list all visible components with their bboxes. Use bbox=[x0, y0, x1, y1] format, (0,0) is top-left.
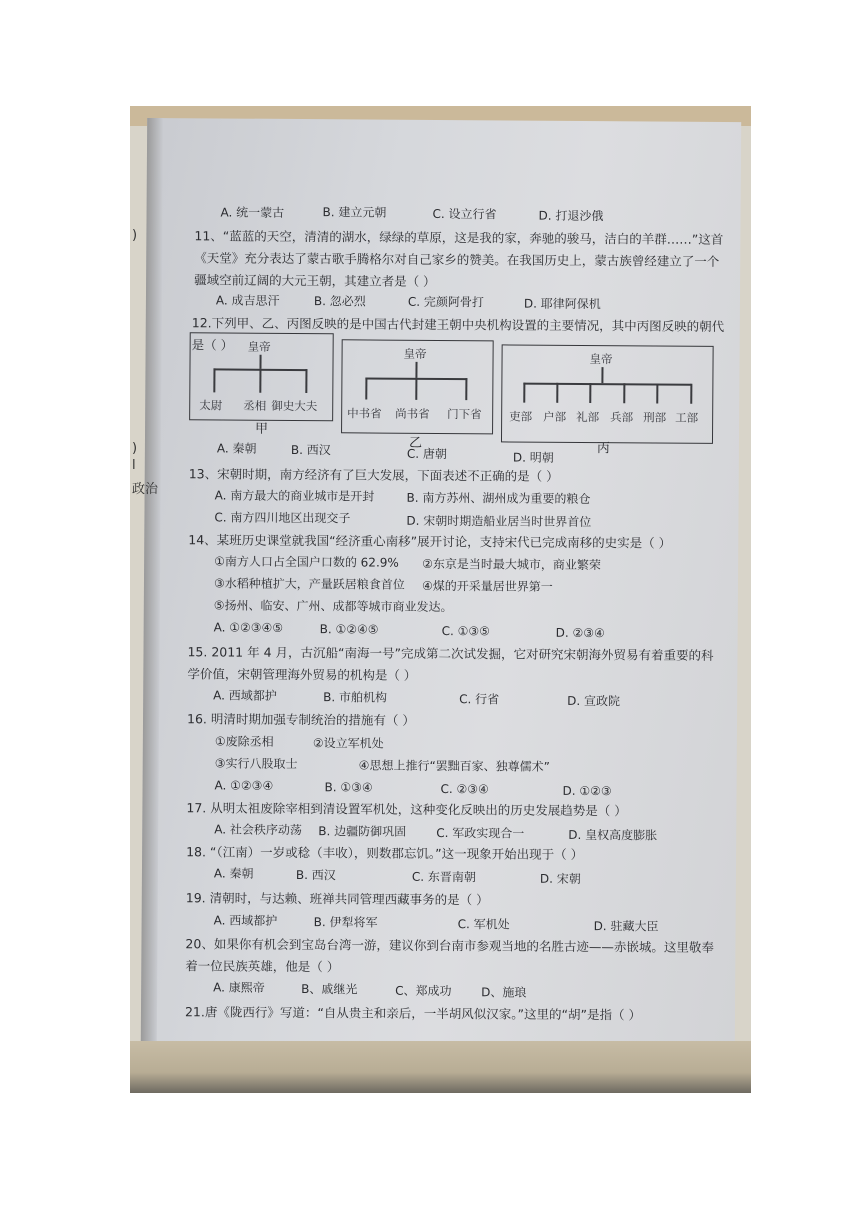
q19-option-c: C. 军机处 bbox=[457, 917, 510, 932]
q18-option-b: B. 西汉 bbox=[295, 867, 336, 883]
q20-line-2: 着一位民族英雄，他是（ ） bbox=[185, 958, 340, 975]
q19-line-1: 19. 清朝时，与达赖、班禅共同管理西藏事务的是（ ） bbox=[185, 890, 489, 908]
q12-line-2: 是（ ） bbox=[191, 337, 234, 353]
diagram-jia-emperor: 皇帝 bbox=[247, 339, 271, 354]
q16-option-b: B. ①③④ bbox=[324, 780, 373, 795]
margin-mark-1: ) bbox=[132, 228, 138, 243]
diagram-jia-stem bbox=[259, 355, 261, 369]
q16-item-4: ④思想上推行“罢黜百家、独尊儒术” bbox=[358, 758, 550, 774]
diagram-bing-caption: 丙 bbox=[596, 441, 610, 457]
q17-option-a: A. 社会秩序动荡 bbox=[214, 822, 302, 838]
diagram-bing-drop-4 bbox=[623, 383, 625, 403]
q16-item-3: ③实行八股取士 bbox=[214, 756, 298, 772]
exam-paper bbox=[141, 118, 741, 1045]
diagram-jia-taiwei: 太尉 bbox=[199, 398, 223, 413]
q14-item-2: ②东京是当时最大城市，商业繁荣 bbox=[422, 556, 601, 573]
diagram-jia-caption: 甲 bbox=[255, 421, 269, 437]
q17-line-1: 17. 从明太祖废除宰相到清设置军机处，这种变化反映出的历史发展趋势是（ ） bbox=[186, 800, 627, 819]
diagram-yi-emperor: 皇帝 bbox=[403, 346, 427, 361]
q19-option-b: B. 伊犁将军 bbox=[313, 915, 378, 930]
q11-option-b: B. 忽必烈 bbox=[313, 294, 366, 309]
q11-line-3: 疆域空前辽阔的大元王朝，其建立者是（ ） bbox=[194, 272, 436, 289]
q12-option-a: A. 秦朝 bbox=[216, 441, 257, 456]
photo bbox=[130, 106, 751, 1093]
q10-option-c: C. 设立行省 bbox=[432, 206, 497, 222]
diagram-jia-drop-1 bbox=[213, 368, 215, 392]
q13-option-a: A. 南方最大的商业城市是开封 bbox=[214, 488, 375, 504]
q16-item-1: ①废除丞相 bbox=[214, 734, 274, 749]
q20-option-a: A. 康熙帝 bbox=[213, 980, 265, 995]
q14-item-4: ④煤的开采量居世界第一 bbox=[421, 578, 553, 594]
q13-option-c: C. 南方四川地区出现交子 bbox=[214, 510, 351, 526]
q18-option-d: D. 宋朝 bbox=[539, 871, 581, 886]
diagram-yi-menxiasheng: 门下省 bbox=[447, 407, 482, 422]
diagram-yi-shangshusheng: 尚书省 bbox=[395, 406, 430, 421]
paper-shadow bbox=[140, 118, 163, 1093]
q15-option-c: C. 行省 bbox=[459, 692, 500, 707]
q20-option-d: D、施琅 bbox=[481, 985, 527, 1000]
q18-option-a: A. 秦朝 bbox=[213, 866, 254, 881]
diagram-yi-zhongshusheng: 中书省 bbox=[347, 406, 382, 421]
q17-option-b: B. 边疆防御巩固 bbox=[318, 824, 407, 839]
diagram-bing-drop-5 bbox=[656, 383, 658, 403]
diagram-yi-drop-2 bbox=[415, 378, 417, 400]
q19-option-d: D. 驻藏大臣 bbox=[593, 919, 659, 934]
q16-option-d: D. ①②③ bbox=[562, 783, 612, 799]
q14-option-a: A. ①②③④⑤ bbox=[213, 620, 284, 635]
diagram-bing-drop-2 bbox=[556, 383, 558, 403]
q10-option-d: D. 打退沙俄 bbox=[538, 208, 604, 224]
diagram-yi-caption: 乙 bbox=[408, 435, 423, 451]
q14-item-1: ①南方人口占全国户口数的 62.9% bbox=[214, 554, 399, 570]
q17-option-c: C. 军政实现合一 bbox=[436, 825, 525, 841]
diagram-bing-drop-1 bbox=[523, 383, 525, 403]
q18-option-c: C. 东晋南朝 bbox=[411, 869, 477, 885]
q10-option-a: A. 统一蒙古 bbox=[220, 205, 285, 220]
q16-item-2: ②设立军机处 bbox=[312, 736, 384, 751]
q15-option-d: D. 宣政院 bbox=[567, 693, 621, 709]
q11-line-2: 《天堂》充分表达了蒙古歌手腾格尔对自己家乡的赞美。在我国历史上，蒙古族曾经建立了一个 bbox=[194, 250, 720, 269]
diagram-jia-drop-3 bbox=[305, 369, 307, 393]
diagram-yi-drop-1 bbox=[365, 377, 367, 399]
q14-item-3: ③水稻种植扩大，产量跃居粮食首位 bbox=[213, 576, 405, 592]
q11-option-a: A. 成吉思汗 bbox=[215, 293, 280, 308]
q13-option-d: D. 宋朝时期造船业居当时世界首位 bbox=[406, 513, 592, 530]
diagram-bing-drop-6 bbox=[690, 384, 692, 404]
diagram-bing-bingbu: 兵部 bbox=[610, 410, 634, 425]
diagram-jia-drop-2 bbox=[259, 369, 261, 393]
q14-line-1: 14、某班历史课堂就我国“经济重心南移”展开讨论，支持宋代已完成南移的史实是（ ） bbox=[188, 532, 672, 551]
diagram-jia-chengxiang: 丞相 bbox=[243, 398, 267, 413]
q12-line-1: 12.下列甲、乙、丙图反映的是中国古代封建王朝中央机构设置的主要情况，其中丙图反映的朝代 bbox=[191, 315, 725, 334]
q10-option-b: B. 建立元朝 bbox=[322, 205, 387, 220]
q11-option-c: C. 完颜阿骨打 bbox=[407, 294, 485, 310]
margin-mark-2: ) bbox=[132, 441, 138, 456]
q11-option-d: D. 耶律阿保机 bbox=[523, 296, 601, 312]
q11-line-1: 11、“蓝蓝的天空，清清的湖水，绿绿的草原，这是我的家，奔驰的骏马，洁白的羊群……”这首 bbox=[194, 228, 724, 247]
diagram-bing-libu: 吏部 bbox=[509, 409, 533, 424]
diagram-bing-xingbu: 刑部 bbox=[643, 410, 667, 425]
q17-option-d: D. 皇权高度膨胀 bbox=[568, 827, 658, 843]
diagram-bing-emperor: 皇帝 bbox=[589, 352, 613, 367]
q16-option-a: A. ①②③④ bbox=[214, 778, 274, 793]
q15-option-b: B. 市舶机构 bbox=[323, 690, 388, 705]
q13-option-b: B. 南方苏州、湖州成为重要的粮仓 bbox=[406, 490, 591, 507]
q18-line-1: 18. “（江南）一岁或稔（丰收），则数郡忘饥。”这一现象开始出现于（ ） bbox=[186, 844, 584, 862]
q12-option-b: B. 西汉 bbox=[290, 442, 331, 458]
q15-line-1: 15. 2011 年 4 月，古沉船“南海一号”完成第二次试发掘，它对研究宋朝海外贸易有着重要的科 bbox=[187, 644, 714, 663]
diagram-bing-gongbu: 工部 bbox=[675, 410, 699, 425]
q20-option-c: C、郑成功 bbox=[395, 983, 452, 999]
q16-line-1: 16. 明清时期加强专制统治的措施有（ ） bbox=[186, 711, 415, 728]
q14-item-5: ⑤扬州、临安、广州、成都等城市商业发达。 bbox=[213, 598, 453, 615]
q13-line-1: 13、宋朝时期，南方经济有了巨大发展，下面表述不正确的是（ ） bbox=[188, 466, 559, 484]
diagram-yi-drop-3 bbox=[465, 378, 467, 400]
diagram-jia-yushidafu: 御史大夫 bbox=[271, 398, 318, 414]
diagram-bing-hubu: 户部 bbox=[543, 409, 567, 424]
q16-option-c: C. ②③④ bbox=[440, 782, 489, 797]
q15-option-a: A. 西域都护 bbox=[213, 688, 277, 703]
margin-mark-3: l bbox=[132, 458, 136, 473]
q20-option-b: B、戚继光 bbox=[301, 982, 358, 997]
q12-option-d: D. 明朝 bbox=[512, 450, 554, 465]
diagram-bing-drop-3 bbox=[589, 383, 591, 403]
desk-bottom bbox=[130, 1041, 751, 1093]
diagram-bing-stem bbox=[601, 367, 603, 383]
q14-option-b: B. ①②④⑤ bbox=[319, 622, 379, 637]
q12-option-c: C. 唐朝 bbox=[406, 446, 447, 462]
q14-option-d: D. ②③④ bbox=[555, 625, 605, 641]
diagram-bing-libu-rites: 礼部 bbox=[576, 409, 600, 425]
q20-line-1: 20、如果你有机会到宝岛台湾一游，建议你到台南市参观当地的名胜古迹——赤嵌城。这里敬奉 bbox=[185, 936, 714, 955]
diagram-yi-stem bbox=[415, 362, 417, 378]
margin-mark-4: 政治 bbox=[132, 482, 159, 497]
q21-line-1: 21.唐《陇西行》写道：“自从贵主和亲后，一半胡风似汉家。”这里的“胡”是指（ ） bbox=[184, 1004, 642, 1023]
q15-line-2: 学价值，宋朝管理海外贸易的机构是（ ） bbox=[187, 666, 417, 683]
q14-option-c: C. ①③⑤ bbox=[441, 624, 490, 639]
q19-option-a: A. 西域都护 bbox=[213, 913, 278, 928]
